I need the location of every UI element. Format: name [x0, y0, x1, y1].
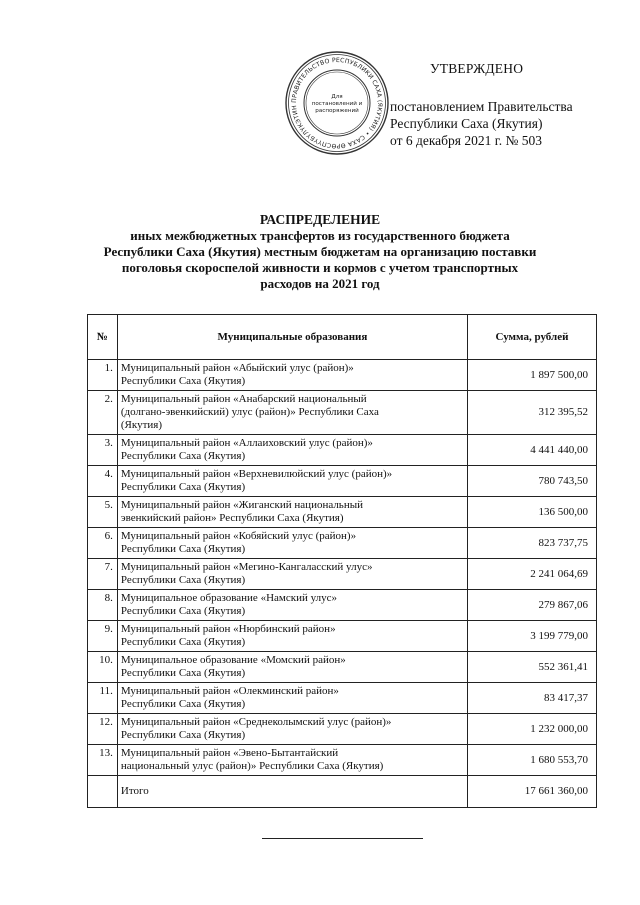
- approval-line-3: от 6 декабря 2021 г. № 503: [390, 133, 543, 148]
- row-sum: 552 361,41: [467, 652, 596, 683]
- seal-center-line3: распоряжений: [315, 108, 359, 114]
- title-line-3: поголовья скороспелой живности и кормов с учетом транспортных: [121, 260, 519, 275]
- table-row: [88, 497, 597, 528]
- name-line: Муниципальный район «Мегино-Кангаласский улус»: [120, 561, 373, 573]
- name-line: Республики Саха (Якутия): [120, 450, 246, 462]
- name-line: Республики Саха (Якутия): [120, 481, 246, 493]
- seal-center-line2: постановлений и: [311, 101, 363, 107]
- name-line: Муниципальный район «Кобяйский улус (район)»: [120, 530, 357, 542]
- row-sum: 823 737,75: [467, 528, 596, 559]
- row-municipality: [117, 559, 467, 590]
- table-row: [88, 360, 597, 391]
- name-line: Муниципальный район «Анабарский национальный: [120, 393, 367, 405]
- table-row: [88, 559, 597, 590]
- row-municipality: [117, 714, 467, 745]
- row-number: 8.: [88, 590, 118, 621]
- title-line-1: иных межбюджетных трансфертов из государственного бюджета: [130, 228, 510, 243]
- name-line: Муниципальный район «Среднеколымский улус (район)»: [120, 716, 392, 728]
- name-line: Республики Саха (Якутия): [120, 375, 246, 387]
- table-row: [88, 621, 597, 652]
- title-main: РАСПРЕДЕЛЕНИЕ: [259, 212, 381, 227]
- row-sum: 279 867,06: [467, 590, 596, 621]
- row-municipality: [117, 435, 467, 466]
- document-title: [90, 212, 550, 292]
- distribution-table: [87, 314, 597, 808]
- title-line-2: Республики Саха (Якутия) местным бюджетам на организацию поставки: [103, 244, 537, 259]
- table-row: [88, 745, 597, 776]
- table-row: [88, 683, 597, 714]
- row-sum: 4 441 440,00: [467, 435, 596, 466]
- name-line: Муниципальный район «Абыйский улус (район)»: [120, 362, 354, 374]
- row-municipality: [117, 683, 467, 714]
- name-line: Республики Саха (Якутия): [120, 698, 246, 710]
- table-total-row: [88, 776, 597, 808]
- name-line: Муниципальный район «Олекминский район»: [120, 685, 339, 697]
- row-municipality: [117, 590, 467, 621]
- approval-line-1: постановлением Правительства: [390, 99, 573, 114]
- name-line: Муниципальный район «Нюрбинский район»: [120, 623, 336, 635]
- row-municipality: [117, 391, 467, 435]
- total-number-cell: [88, 776, 118, 808]
- row-number: 6.: [88, 528, 118, 559]
- name-line: Муниципальный район «Эвено-Бытантайский: [120, 747, 339, 759]
- row-number: 1.: [88, 360, 118, 391]
- name-line: Республики Саха (Якутия): [120, 667, 246, 679]
- row-number: 13.: [88, 745, 118, 776]
- name-line: (Якутия): [120, 419, 162, 431]
- title-line-4: расходов на 2021 год: [260, 276, 380, 291]
- row-municipality: [117, 466, 467, 497]
- table-row: [88, 528, 597, 559]
- table-row: [88, 391, 597, 435]
- row-number: 11.: [88, 683, 118, 714]
- seal-ring-text: ПРАВИТЕЛЬСТВО РЕСПУБЛИКИ САХА (ЯКУТИЯ) • САХА ӨРӨСПҮҮБҮЛҮКЭТИН: [290, 56, 384, 150]
- row-municipality: [117, 745, 467, 776]
- name-line: Муниципальное образование «Момский район»: [120, 654, 346, 666]
- header-municipality: Муниципальные образования: [117, 315, 467, 360]
- name-line: Муниципальный район «Жиганский национальный: [120, 499, 363, 511]
- seal-center-line1: Для: [331, 94, 343, 100]
- row-number: 7.: [88, 559, 118, 590]
- official-seal: [284, 50, 390, 156]
- row-sum: 1 232 000,00: [467, 714, 596, 745]
- row-number: 10.: [88, 652, 118, 683]
- seal-graphic: [284, 50, 390, 156]
- row-number: 4.: [88, 466, 118, 497]
- row-sum: 2 241 064,69: [467, 559, 596, 590]
- approved-label: УТВЕРЖДЕНО: [430, 61, 524, 76]
- row-sum: 312 395,52: [467, 391, 596, 435]
- approval-line-2: Республики Саха (Якутия): [390, 116, 543, 131]
- table-row: [88, 652, 597, 683]
- table-row: [88, 590, 597, 621]
- table-row: [88, 466, 597, 497]
- row-sum: 83 417,37: [467, 683, 596, 714]
- row-sum: 3 199 779,00: [467, 621, 596, 652]
- name-line: Муниципальный район «Верхневилюйский улус (район)»: [120, 468, 393, 480]
- table-row: [88, 714, 597, 745]
- row-municipality: [117, 528, 467, 559]
- row-municipality: [117, 497, 467, 528]
- header-number: №: [88, 315, 118, 360]
- row-number: 9.: [88, 621, 118, 652]
- name-line: Республики Саха (Якутия): [120, 574, 246, 586]
- name-line: Республики Саха (Якутия): [120, 605, 246, 617]
- name-line: национальный улус (район)» Республики Саха (Якутия): [120, 760, 384, 772]
- table-row: [88, 435, 597, 466]
- row-sum: 1 680 553,70: [467, 745, 596, 776]
- row-number: 3.: [88, 435, 118, 466]
- row-number: 2.: [88, 391, 118, 435]
- row-municipality: [117, 652, 467, 683]
- row-sum: 136 500,00: [467, 497, 596, 528]
- signature-line: [262, 838, 423, 839]
- total-label: Итого: [117, 776, 467, 808]
- name-line: эвенкийский район» Республики Саха (Якутия): [120, 512, 344, 524]
- name-line: Республики Саха (Якутия): [120, 543, 246, 555]
- total-sum: 17 661 360,00: [467, 776, 596, 808]
- name-line: Муниципальное образование «Намский улус»: [120, 592, 337, 604]
- name-line: Республики Саха (Якутия): [120, 729, 246, 741]
- header-sum: Сумма, рублей: [467, 315, 596, 360]
- table-header-row: [88, 315, 597, 360]
- row-municipality: [117, 360, 467, 391]
- name-line: Республики Саха (Якутия): [120, 636, 246, 648]
- row-sum: 1 897 500,00: [467, 360, 596, 391]
- name-line: (долгано-эвенкийский) улус (район)» Республики Саха: [120, 406, 379, 418]
- row-number: 12.: [88, 714, 118, 745]
- row-sum: 780 743,50: [467, 466, 596, 497]
- row-number: 5.: [88, 497, 118, 528]
- name-line: Муниципальный район «Аллаиховский улус (район)»: [120, 437, 373, 449]
- row-municipality: [117, 621, 467, 652]
